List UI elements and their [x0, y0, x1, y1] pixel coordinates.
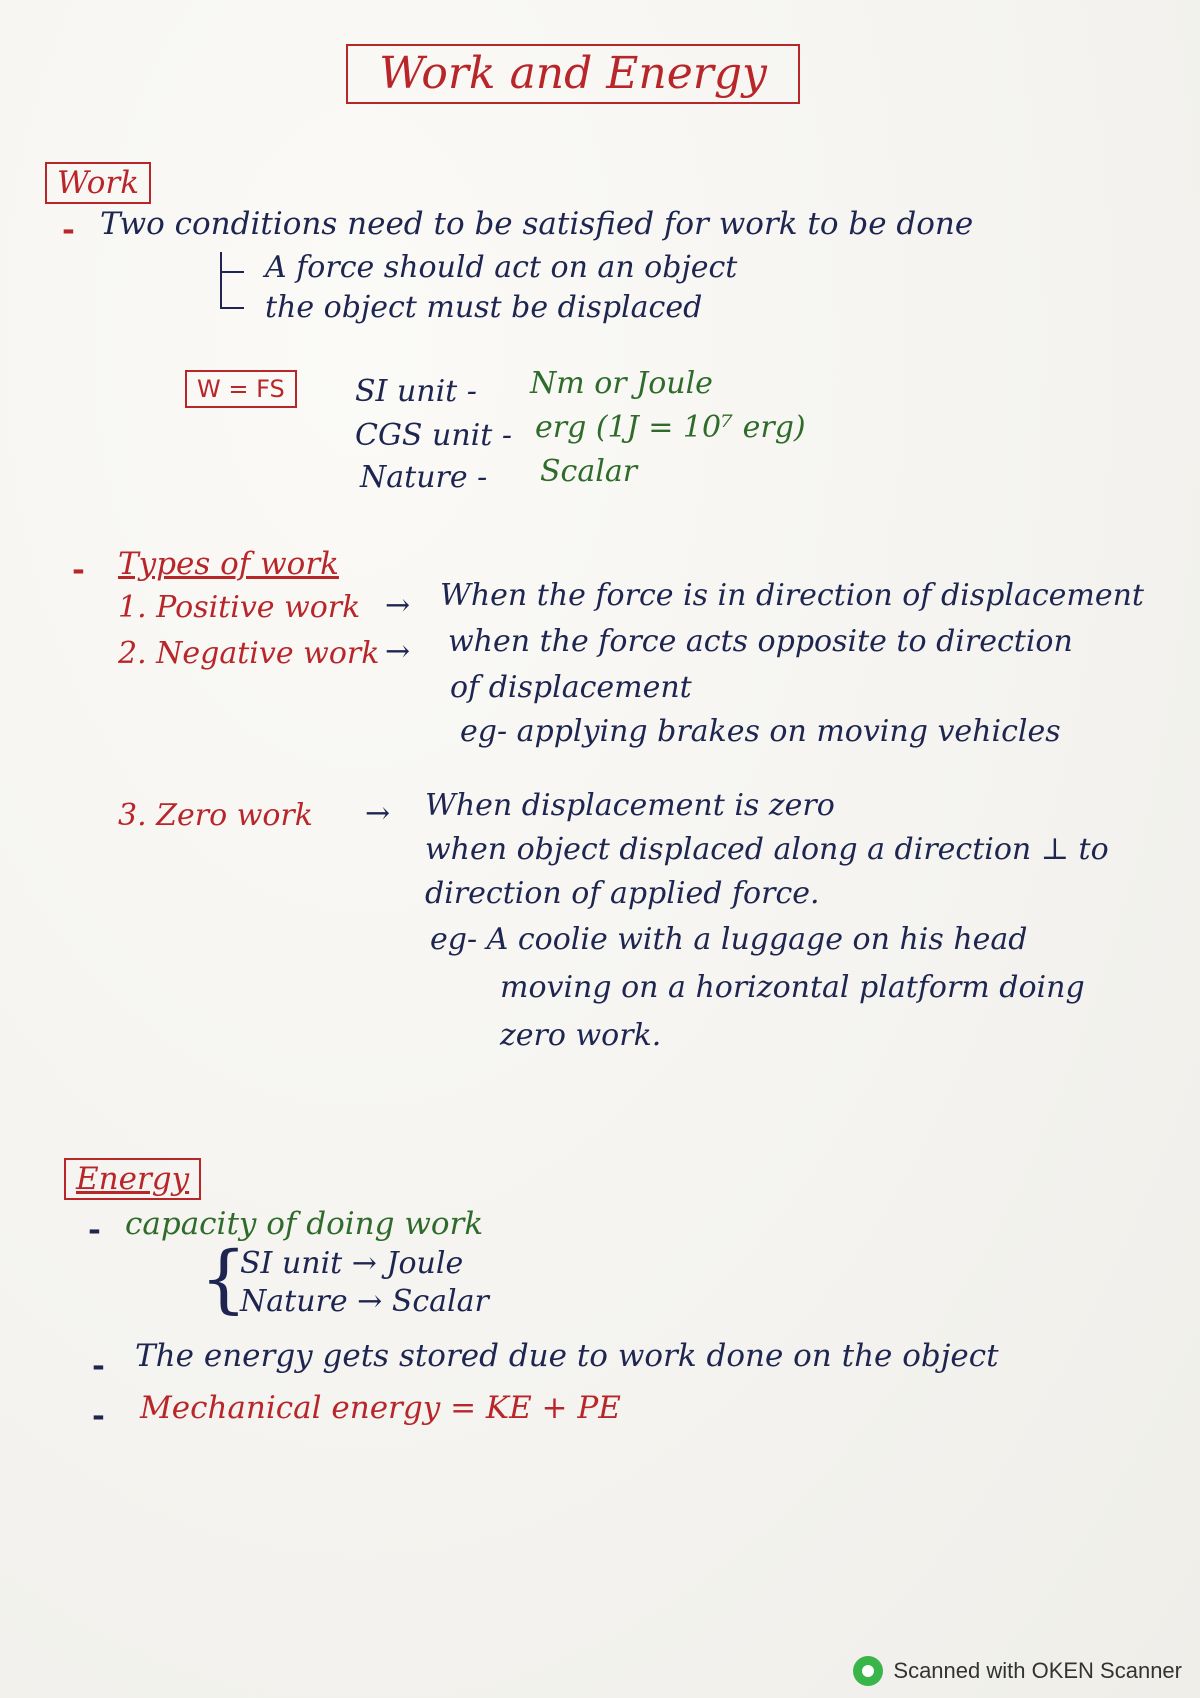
- positive-desc: When the force is in direction of displacement: [440, 578, 1144, 613]
- bullet-dash: -: [88, 1212, 101, 1248]
- cgs-value: erg (1J = 10⁷ erg): [535, 410, 806, 445]
- energy-line-3: Mechanical energy = KE + PE: [140, 1390, 621, 1426]
- bullet-dash: -: [72, 552, 85, 588]
- negative-desc-1: when the force acts opposite to direction: [448, 624, 1073, 659]
- bullet-dash: -: [92, 1398, 105, 1434]
- negative-desc-2: of displacement: [450, 670, 692, 705]
- energy-nature: Nature → Scalar: [240, 1284, 489, 1319]
- si-label: SI unit -: [355, 374, 477, 409]
- energy-line-2: The energy gets stored due to work done on the object: [135, 1338, 999, 1374]
- scanner-logo-icon: [853, 1656, 883, 1686]
- nature-value: Scalar: [540, 454, 638, 489]
- branch-line: [220, 252, 222, 308]
- arrow-icon: →: [385, 634, 411, 669]
- energy-si: SI unit → Joule: [240, 1246, 464, 1281]
- energy-heading: Energy: [64, 1158, 201, 1200]
- arrow-icon: →: [365, 796, 391, 831]
- zero-desc-3: direction of applied force.: [425, 876, 820, 911]
- work-line-1: Two conditions need to be satisfied for work to be done: [100, 206, 974, 242]
- branch-arrow-2: [220, 307, 244, 309]
- condition-1: A force should act on an object: [265, 250, 738, 285]
- zero-example-2: moving on a horizontal platform doing: [500, 970, 1085, 1005]
- negative-example: eg- applying brakes on moving vehicles: [460, 714, 1061, 749]
- si-value: Nm or Joule: [530, 366, 713, 401]
- brace-icon: {: [200, 1236, 248, 1322]
- zero-example-3: zero work.: [500, 1018, 662, 1053]
- zero-desc-2: when object displaced along a direction ⊥ to: [425, 832, 1109, 867]
- page-title: Work and Energy: [346, 44, 800, 104]
- work-heading: Work: [45, 162, 151, 204]
- arrow-icon: →: [385, 588, 411, 623]
- zero-example-1: eg- A coolie with a luggage on his head: [430, 922, 1028, 957]
- scanner-text: Scanned with OKEN Scanner: [893, 1658, 1182, 1683]
- bullet-dash: -: [62, 212, 75, 248]
- bullet-dash: -: [92, 1348, 105, 1384]
- condition-2: the object must be displaced: [265, 290, 703, 325]
- zero-desc-1: When displacement is zero: [425, 788, 835, 823]
- branch-arrow-1: [220, 271, 244, 273]
- cgs-label: CGS unit -: [355, 418, 512, 453]
- negative-label: 2. Negative work: [118, 636, 380, 671]
- zero-label: 3. Zero work: [118, 798, 313, 833]
- types-heading: Types of work: [118, 546, 339, 582]
- positive-label: 1. Positive work: [118, 590, 361, 625]
- nature-label: Nature -: [360, 460, 488, 495]
- formula-box: W = FS: [185, 370, 297, 408]
- scanner-watermark: [853, 1656, 1182, 1686]
- energy-line-1: capacity of doing work: [125, 1206, 484, 1242]
